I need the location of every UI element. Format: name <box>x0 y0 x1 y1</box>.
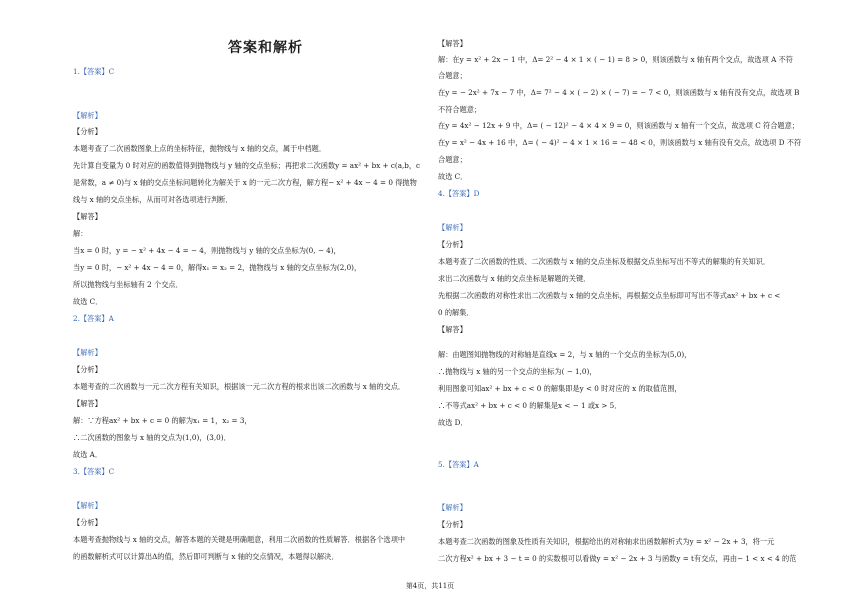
text-line: 3.【答案】C <box>73 467 115 476</box>
text-line: 【解答】 <box>438 325 467 334</box>
text-line: 解： <box>73 229 88 238</box>
text-line: 合题意； <box>438 155 467 164</box>
text-line: 在y = 4x² − 12x + 9 中，Δ= ( − 12)² − 4 × 4 × 9 = 0，则该函数与 x 轴有一个交点，故选项 C 符合题意； <box>438 121 799 130</box>
text-line: 故选 A． <box>73 450 103 459</box>
text-line: 【分析】 <box>73 365 102 374</box>
text-line: 【解答】 <box>73 212 102 221</box>
text-line: 故选 C． <box>73 297 103 306</box>
text-line: 【分析】 <box>73 518 102 527</box>
text-line: 2.【答案】A <box>73 314 114 323</box>
text-line: 【解析】 <box>73 501 102 510</box>
text-line: 故选 D． <box>438 418 468 427</box>
text-line: 当x = 0 时，y = − x² + 4x − 4 = − 4，则抛物线与 y 轴的交点坐标为(0, − 4)， <box>73 246 341 255</box>
text-line: 本题考查二次函数的图象及性质有关知识，根据给出的对称轴求出函数解析式为y = x² − 2x + 3，将一元 <box>438 537 775 546</box>
text-line: 线与 x 轴的交点坐标，从而可对各选项进行判断． <box>73 195 233 204</box>
text-line: 【解答】 <box>73 399 102 408</box>
text-line: 解：∵方程ax² + bx + c = 0 的解为x₁ = 1，x₂ = 3， <box>73 416 252 425</box>
text-line: 5.【答案】A <box>438 460 479 469</box>
text-line: 在y = − 2x² + 7x − 7 中，Δ= 7² − 4 × ( − 2) × ( − 7) = − 7 < 0，则该函数与 x 轴有没有交点，故选项 B <box>438 88 800 97</box>
text-line: 不符合题意； <box>438 105 482 114</box>
page-footer: 第4页，共11页 <box>405 582 455 590</box>
text-line: 解：在y = x² + 2x − 1 中，Δ= 2² − 4 × 1 × ( − 1) = 8 > 0，则该函数与 x 轴有两个交点，故选项 A 不符 <box>438 55 793 64</box>
text-line: 合题意； <box>438 71 467 80</box>
text-line: 【分析】 <box>438 520 467 529</box>
text-line: 1.【答案】C <box>73 67 115 76</box>
text-line: ∴抛物线与 x 轴的另一个交点的坐标为( − 1,0)， <box>438 367 597 376</box>
text-line: 4.【答案】D <box>438 189 480 198</box>
text-line: 利用图象可知ax² + bx + c < 0 的解集即是y < 0 时对应的 x 的取值范围， <box>438 384 682 393</box>
text-line: 0 的解集． <box>438 308 474 317</box>
text-line: 是常数，a ≠ 0)与 x 轴的交点坐标问题转化为解关于 x 的一元二次方程，解方程− x² + 4x − 4 = 0 得抛物 <box>73 178 417 187</box>
text-line: 的函数解析式可以计算出Δ的值，然后即可判断与 x 轴的交点情况，本题得以解决． <box>73 552 339 561</box>
text-line: 【解析】 <box>438 223 467 232</box>
text-line: 本题考查的二次函数与一元二次方程有关知识，根据该一元二次方程的根求出该二次函数与 x 轴的交点． <box>73 382 406 391</box>
text-line: 求出二次函数与 x 轴的交点坐标是解题的关键． <box>438 274 591 283</box>
text-line: 【分析】 <box>438 240 467 249</box>
page-title: 答案和解析 <box>228 40 303 56</box>
text-line: 本题考查抛物线与 x 轴的交点，解答本题的关键是明确题意，利用二次函数的性质解答．根据各个选项中 <box>73 535 406 544</box>
text-line: 二次方程x² + bx + 3 − t = 0 的实数根可以看做y = x² − 2x + 3 与函数y = t有交点，再由− 1 < x < 4 的范 <box>438 554 797 563</box>
text-line: 【解析】 <box>73 348 102 357</box>
text-line: 先计算自变量为 0 时对应的函数值得到抛物线与 y 轴的交点坐标；再把求二次函数y = ax² + bx + c(a,b，c <box>73 161 421 170</box>
text-line: 当y = 0 时，− x² + 4x − 4 = 0，解得x₁ = x₂ = 2，抛物线与 x 轴的交点坐标为(2,0)， <box>73 263 362 272</box>
text-line: 【解析】 <box>73 111 102 120</box>
text-line: 故选 C． <box>438 172 468 181</box>
text-line: ∴不等式ax² + bx + c < 0 的解集是x < − 1 或x > 5． <box>438 401 622 410</box>
text-line: 本题考查了二次函数图象上点的坐标特征，抛物线与 x 轴的交点，属于中档题． <box>73 144 327 153</box>
text-line: 所以抛物线与坐标轴有 2 个交点． <box>73 280 183 289</box>
text-line: 在y = x² − 4x + 16 中，Δ= ( − 4)² − 4 × 1 × 16 = − 48 < 0，则该函数与 x 轴有没有交点，故选项 D 不符 <box>438 138 802 147</box>
text-line: 先根据二次函数的对称性求出二次函数与 x 轴的交点坐标，再根据交点坐标即可写出不等式ax² + bx + c < <box>438 291 781 300</box>
text-line: ∴二次函数的图象与 x 轴的交点为(1,0)，(3,0)． <box>73 433 231 442</box>
text-line: 【解析】 <box>438 503 467 512</box>
text-line: 解：由题图知抛物线的对称轴是直线x = 2，与 x 轴的一个交点的坐标为(5,0)， <box>438 350 692 359</box>
text-line: 【分析】 <box>73 127 102 136</box>
text-line: 本题考查了二次函数的性质、二次函数与 x 轴的交点坐标及根据交点坐标写出不等式的解集的有关知识． <box>438 257 771 266</box>
text-line: 【解答】 <box>438 39 467 48</box>
